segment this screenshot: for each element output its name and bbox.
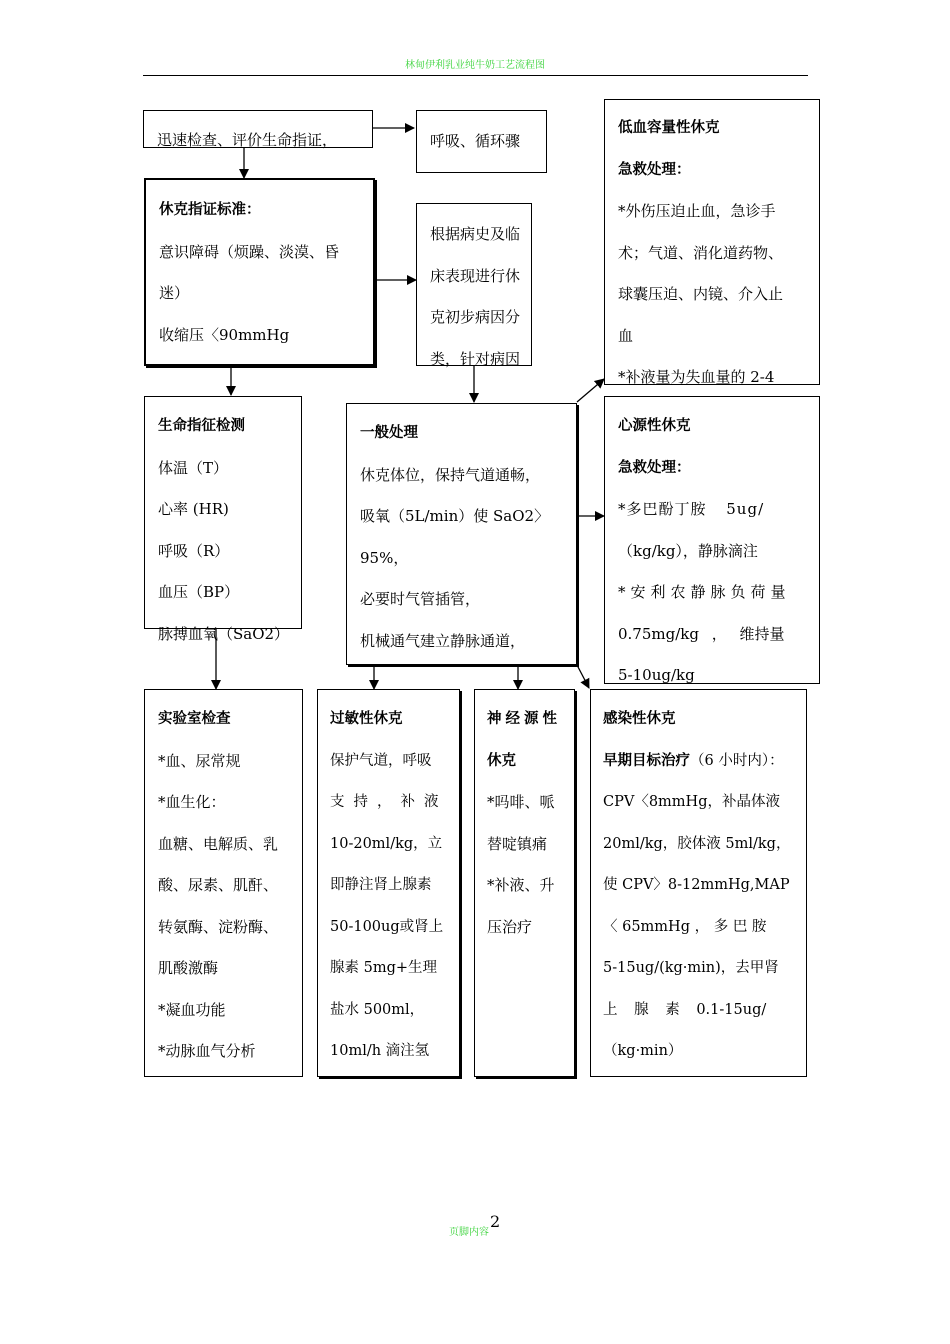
cardiogenic-title: 心源性休克 <box>618 418 691 434</box>
etiology-line-2: 床表现进行休 <box>430 266 521 285</box>
arrow-general-to-septic <box>577 665 589 688</box>
etiology-classification-box <box>416 203 532 366</box>
general-line-2: 吸氧（5L/min）使 SaO2〉 <box>360 507 550 525</box>
hypovolemic-title: 低血容量性休克 <box>618 120 720 136</box>
allergic-line-5: 50-100ug或肾上 <box>330 918 444 935</box>
septic-line-7: （kg·min） <box>603 1043 683 1059</box>
septic-subtitle <box>603 741 796 783</box>
lab-line-6: 肌酸激酶 <box>158 959 219 977</box>
hypovolemic-subtitle: 急救处理： <box>618 161 691 178</box>
septic-line-3: 使 CPV〉8-12mmHg,MAP <box>603 877 790 893</box>
allergic-line-8: 10ml/h 滴注氢 <box>330 1043 430 1059</box>
lab-title: 实验室检查 <box>158 711 231 727</box>
allergic-line-3: 10-20ml/kg，立 <box>330 835 443 852</box>
cardiogenic-line-3: *安利农静脉负荷量 <box>618 583 791 601</box>
assess-vitals-text: 迅速检查、评价生命指证， <box>157 131 338 149</box>
cardiogenic-shock-box <box>604 396 820 684</box>
septic-line-1: CPV〈8mmHg，补晶体液 <box>603 794 780 810</box>
general-line-1: 休克体位，保持气道通畅， <box>360 465 541 484</box>
page-number: 2 <box>490 1212 501 1231</box>
breath-circulation-text: 呼吸、循环骤 <box>430 132 521 150</box>
general-line-4: 必要时气管插管， <box>360 590 481 608</box>
lab-line-3: 血糖、电解质、乳 <box>158 834 279 853</box>
septic-subtitle-bold: 早期目标治疗 <box>603 752 690 769</box>
vitals-respiration: 呼吸（R） <box>158 541 230 560</box>
septic-line-6: 上 腺 素 0.1-15ug/ <box>603 1001 767 1018</box>
hypovolemic-shock-box <box>604 99 820 385</box>
septic-title: 感染性休克 <box>603 711 676 727</box>
septic-line-2: 20ml/kg，胶体液 5ml/kg， <box>603 835 791 852</box>
hypovolemic-line-3: 球囊压迫、内镜、介入止 <box>618 285 784 303</box>
neurogenic-title-2: 休克 <box>487 752 516 769</box>
etiology-line-3: 克初步病因分 <box>430 308 521 326</box>
vitals-pulse-oximetry: 脉搏血氧（SaO2） <box>158 624 290 643</box>
breath-circulation-box <box>416 110 547 173</box>
vitals-heart-rate: 心率 (HR) <box>158 500 229 518</box>
allergic-line-4: 即静注肾上腺素 <box>330 877 432 893</box>
lab-line-5: 转氨酶、淀粉酶、 <box>158 917 279 936</box>
etiology-line-4: 类，针对病因 <box>430 349 521 368</box>
allergic-title: 过敏性休克 <box>330 711 403 727</box>
septic-line-4: 〈 65mmHg ， 多 巴 胺 <box>603 918 767 935</box>
neurogenic-line-4: 压治疗 <box>487 917 533 936</box>
hypovolemic-line-4: 血 <box>618 326 634 345</box>
vitals-title: 生命指征检测 <box>158 418 245 434</box>
cardiogenic-subtitle: 急救处理： <box>618 459 691 476</box>
lab-line-4: 酸、尿素、肌酐、 <box>158 876 279 894</box>
anaphylactic-shock-box <box>317 689 460 1077</box>
general-line-3: 95%， <box>360 548 409 567</box>
hypovolemic-line-1: *外伤压迫止血，急诊手 <box>618 202 776 220</box>
general-treatment-box <box>346 403 577 665</box>
neurogenic-shock-box <box>474 689 575 1077</box>
lab-line-8: *动脉血气分析 <box>158 1042 256 1060</box>
criteria-line-3: 收缩压〈90mmHg <box>159 325 290 344</box>
etiology-line-1: 根据病史及临 <box>430 225 521 243</box>
allergic-line-2: 支持，补液 <box>330 794 448 810</box>
general-line-5: 机械通气建立静脉通道， <box>360 631 526 650</box>
vital-signs-monitoring-box <box>144 396 302 643</box>
criteria-line-1: 意识障碍（烦躁、淡漠、昏 <box>159 242 340 261</box>
septic-subtitle-rest: （6 小时内）： <box>690 752 784 769</box>
assess-vitals-box <box>143 110 373 148</box>
hypovolemic-line-5: *补液量为失血量的 2-4 <box>618 368 775 386</box>
neurogenic-title-1: 神经源性 <box>487 711 561 727</box>
laboratory-tests-box <box>144 689 303 1077</box>
shock-criteria-box <box>144 178 375 366</box>
neurogenic-line-1: *吗啡、哌 <box>487 793 555 811</box>
cardiogenic-line-5: 5-10ug/kg <box>618 666 695 684</box>
neurogenic-line-2: 替啶镇痛 <box>487 834 548 853</box>
cardiogenic-line-2: （kg/kg），静脉滴注 <box>618 541 758 560</box>
arrow-general-to-hypovolemic <box>577 379 604 402</box>
cardiogenic-line-1: *多巴酚丁胺 5ug/ <box>618 500 765 518</box>
neurogenic-line-3: *补液、升 <box>487 876 555 894</box>
lab-line-2: *血生化： <box>158 793 226 811</box>
vitals-temperature: 体温（T） <box>158 458 229 477</box>
criteria-line-2: 迷） <box>159 284 190 302</box>
allergic-line-6: 腺素 5mg+生理 <box>330 960 438 976</box>
document-header-title: 林甸伊利乳业纯牛奶工艺流程图 <box>405 60 545 71</box>
lab-line-7: *凝血功能 <box>158 1000 226 1019</box>
cardiogenic-line-4: 0.75mg/kg ， 维持量 <box>618 624 785 643</box>
criteria-title: 休克指证标准： <box>159 202 261 218</box>
vitals-blood-pressure: 血压（BP） <box>158 583 240 601</box>
lab-line-1: *血、尿常规 <box>158 751 241 770</box>
hypovolemic-line-2: 术；气道、消化道药物、 <box>618 243 784 262</box>
footer-label: 页脚内容 <box>449 1227 489 1238</box>
allergic-line-1: 保护气道，呼吸 <box>330 752 432 769</box>
general-title: 一般处理 <box>360 425 418 441</box>
allergic-line-7: 盐水 500ml， <box>330 1001 425 1018</box>
septic-shock-box <box>590 689 807 1077</box>
septic-line-5: 5-15ug/(kg·min)，去甲肾 <box>603 960 779 976</box>
